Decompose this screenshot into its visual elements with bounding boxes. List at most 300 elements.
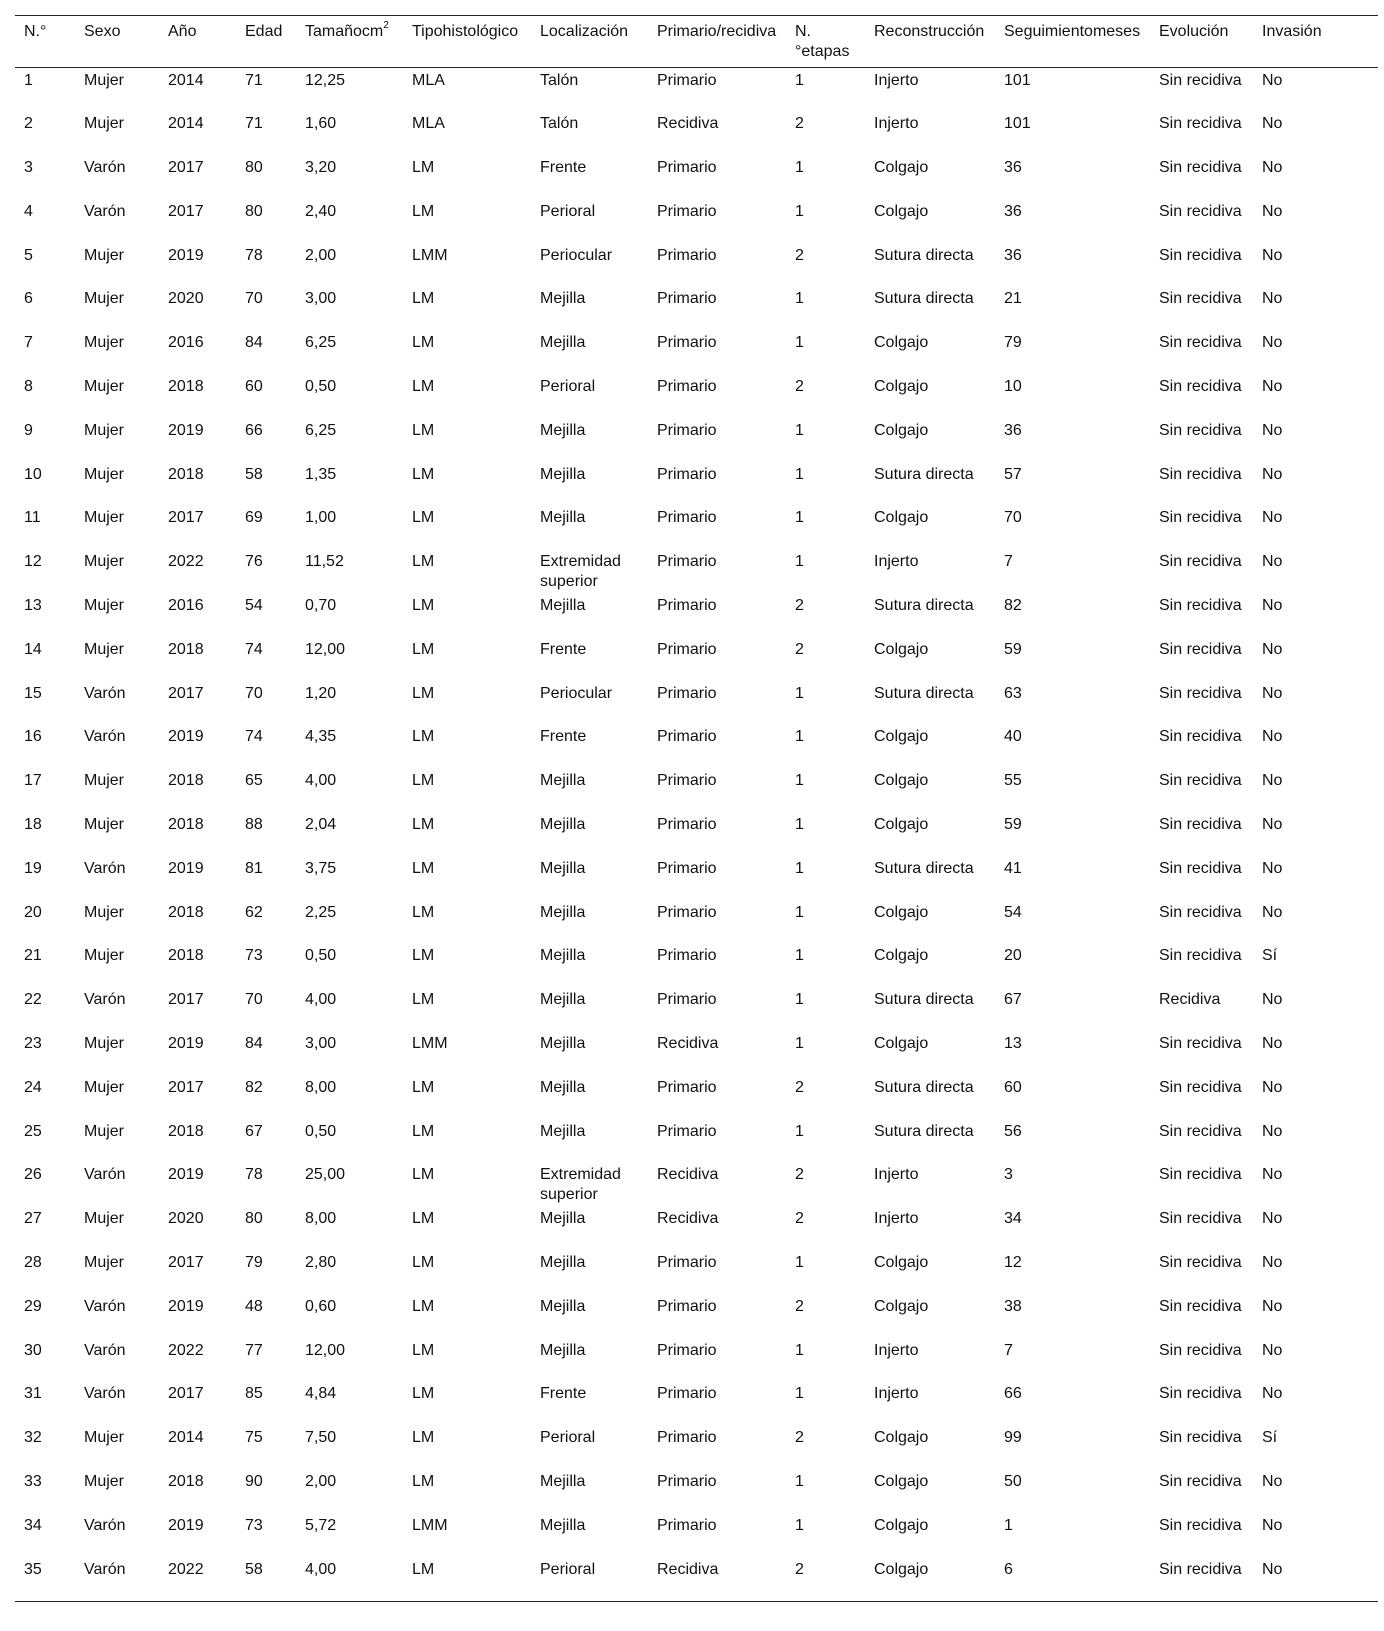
- cell-seguimiento: 13: [1004, 1035, 1022, 1053]
- cell-sexo: Varón: [84, 1166, 126, 1184]
- cell-evolucion: Sin recidiva: [1159, 903, 1242, 921]
- cell-anio: 2019: [168, 246, 204, 264]
- cell-localizacion: Mejilla: [540, 1341, 586, 1359]
- cell-sexo: Mujer: [84, 1035, 125, 1053]
- cell-seguimiento: 99: [1004, 1429, 1022, 1447]
- table-row: [15, 900, 1378, 944]
- cell-seguimiento: 36: [1004, 159, 1022, 177]
- table-row: [15, 68, 1378, 112]
- cell-etapas: 2: [795, 1429, 804, 1447]
- header-tipo: Tipohistológico: [403, 16, 531, 68]
- cell-edad: 69: [245, 509, 263, 527]
- cell-etapas: 2: [795, 1297, 804, 1315]
- cell-evolucion: Sin recidiva: [1159, 1035, 1242, 1053]
- cell-etapas: 1: [795, 72, 804, 89]
- cell-tamano: 2,00: [305, 1473, 337, 1490]
- cell-etapas: 1: [795, 1516, 804, 1534]
- cell-localizacion: Mejilla: [540, 1254, 586, 1272]
- cell-edad: 65: [245, 772, 263, 790]
- cell-etapas: 2: [795, 1166, 804, 1184]
- cell-edad: 66: [245, 421, 263, 439]
- cell-reconstruccion: Colgajo: [874, 1297, 929, 1315]
- cell-tipo: LM: [412, 597, 435, 615]
- cell-tipo: LM: [412, 1473, 435, 1490]
- cell-reconstruccion: Colgajo: [874, 378, 929, 396]
- cell-evolucion: Sin recidiva: [1159, 1210, 1242, 1228]
- table-row: [15, 812, 1378, 856]
- cell-tamano: 0,70: [305, 597, 337, 615]
- cell-etapas: 1: [795, 421, 804, 439]
- cell-reconstruccion: Colgajo: [874, 947, 929, 965]
- cell-sexo: Mujer: [84, 1122, 125, 1140]
- cell-edad: 62: [245, 903, 263, 921]
- cell-etapas: 1: [795, 509, 804, 527]
- cell-edad: 80: [245, 202, 263, 220]
- cell-evolucion: Sin recidiva: [1159, 509, 1242, 527]
- table-row: [15, 1557, 1378, 1602]
- cell-etapas: 1: [795, 1122, 804, 1140]
- cell-reconstruccion: Injerto: [874, 1385, 919, 1403]
- cell-anio: 2022: [168, 1341, 204, 1359]
- cell-sexo: Mujer: [84, 553, 125, 571]
- cell-edad: 82: [245, 1078, 263, 1096]
- cell-localizacion: Extremidad superior: [540, 1166, 621, 1204]
- cell-seguimiento: 50: [1004, 1473, 1022, 1490]
- cell-localizacion: Perioral: [540, 1429, 596, 1447]
- cell-edad: 54: [245, 597, 263, 615]
- cell-localizacion: Frente: [540, 640, 587, 658]
- cell-edad: 74: [245, 728, 263, 746]
- cell-seguimiento: 36: [1004, 246, 1022, 264]
- cell-n: 6: [24, 290, 33, 308]
- cell-etapas: 2: [795, 378, 804, 396]
- cell-sexo: Varón: [75, 1557, 159, 1602]
- cell-invasion: No: [1262, 728, 1283, 746]
- cell-reconstruccion: Colgajo: [874, 202, 929, 220]
- cell-anio: 2019: [168, 859, 204, 877]
- cell-primario: Primario: [657, 553, 717, 571]
- cell-primario: Recidiva: [657, 1210, 719, 1228]
- cell-etapas: 2: [795, 597, 804, 615]
- cell-reconstruccion: Sutura directa: [874, 684, 974, 702]
- cell-localizacion: Mejilla: [540, 1035, 586, 1053]
- cell-localizacion: Mejilla: [540, 772, 586, 790]
- cell-etapas: 2: [795, 1078, 804, 1096]
- cell-n: 2: [24, 115, 33, 133]
- cell-anio: 2014: [168, 115, 204, 133]
- cell-etapas: 1: [795, 1035, 804, 1053]
- cell-n: 7: [24, 334, 33, 352]
- cell-n: 8: [24, 378, 33, 396]
- cell-invasion: No: [1262, 1122, 1283, 1140]
- cell-sexo: Varón: [84, 684, 126, 702]
- cell-invasion: No: [1262, 421, 1283, 439]
- table-row: [15, 1206, 1378, 1250]
- cell-reconstruccion: Colgajo: [874, 772, 929, 790]
- cell-evolucion: Sin recidiva: [1159, 1078, 1242, 1096]
- cell-tipo: LM: [412, 947, 435, 965]
- cell-sexo: Varón: [84, 202, 126, 220]
- cell-tipo: LM: [412, 290, 435, 308]
- cell-n: 13: [24, 597, 42, 615]
- cell-primario: Recidiva: [657, 115, 719, 133]
- cell-anio: 2017: [168, 1254, 204, 1272]
- cell-evolucion: Sin recidiva: [1159, 1429, 1242, 1447]
- cell-tamano: 3,75: [305, 859, 337, 877]
- cell-evolucion: Sin recidiva: [1150, 1557, 1253, 1602]
- cell-n: 18: [24, 816, 42, 834]
- cell-primario: Primario: [657, 246, 717, 264]
- table-row: [15, 987, 1378, 1031]
- cell-sexo: Varón: [84, 1297, 126, 1315]
- cell-localizacion: Mejilla: [540, 1297, 586, 1315]
- table-row: [15, 681, 1378, 725]
- cell-tamano: 25,00: [305, 1166, 346, 1184]
- cell-tipo: LM: [412, 421, 435, 439]
- cell-evolucion: Sin recidiva: [1159, 1166, 1242, 1184]
- cell-n: 24: [24, 1078, 42, 1096]
- cell-primario: Primario: [657, 728, 717, 746]
- cell-invasion: No: [1262, 903, 1283, 921]
- cell-localizacion: Mejilla: [540, 1078, 586, 1096]
- cell-sexo: Varón: [84, 728, 126, 746]
- cell-primario: Recidiva: [657, 1035, 719, 1053]
- cell-sexo: Mujer: [84, 334, 125, 352]
- cell-edad: 73: [245, 947, 263, 965]
- cell-n: 23: [24, 1035, 42, 1053]
- table-row: [15, 330, 1378, 374]
- cell-reconstruccion: Colgajo: [874, 1516, 929, 1534]
- cell-seguimiento: 59: [1004, 816, 1022, 834]
- cell-anio: 2019: [168, 1297, 204, 1315]
- cell-anio: 2017: [168, 1385, 204, 1403]
- cell-primario: Primario: [657, 509, 717, 527]
- cell-edad: 70: [245, 991, 263, 1009]
- cell-anio: 2022: [168, 553, 204, 571]
- cell-invasion: No: [1262, 1473, 1283, 1490]
- cell-sexo: Mujer: [84, 1473, 125, 1490]
- cell-n: 19: [24, 859, 42, 877]
- cell-sexo: Varón: [84, 859, 126, 877]
- cell-primario: Primario: [657, 772, 717, 790]
- cell-invasion: No: [1262, 816, 1283, 834]
- cell-reconstruccion: Colgajo: [865, 1557, 995, 1602]
- table-row: [15, 1031, 1378, 1075]
- cell-n: 15: [24, 684, 42, 702]
- cell-anio: 2018: [168, 816, 204, 834]
- cell-evolucion: Sin recidiva: [1159, 816, 1242, 834]
- cell-edad: 78: [245, 1166, 263, 1184]
- cell-tipo: LM: [412, 728, 435, 746]
- cell-primario: Primario: [657, 947, 717, 965]
- cell-seguimiento: 1: [1004, 1516, 1013, 1534]
- cell-tamano: 8,00: [305, 1210, 337, 1228]
- cell-edad: 60: [245, 378, 263, 396]
- table-row: [15, 374, 1378, 418]
- cell-primario: Primario: [657, 684, 717, 702]
- table-row: [15, 943, 1378, 987]
- cell-invasion: No: [1262, 1210, 1283, 1228]
- cell-primario: Primario: [657, 1429, 717, 1447]
- cell-tamano: 6,25: [305, 421, 337, 439]
- cell-reconstruccion: Sutura directa: [874, 859, 974, 877]
- cell-tamano: 0,60: [305, 1297, 337, 1315]
- cell-edad: 70: [245, 290, 263, 308]
- cell-sexo: Mujer: [84, 72, 125, 89]
- cell-invasion: No: [1262, 246, 1283, 264]
- cell-invasion: No: [1253, 1557, 1378, 1602]
- cell-tipo: LMM: [412, 246, 448, 264]
- cell-sexo: Varón: [84, 1516, 126, 1534]
- table-row: [15, 724, 1378, 768]
- cell-etapas: 1: [795, 1254, 804, 1272]
- cell-anio: 2018: [168, 640, 204, 658]
- cell-reconstruccion: Colgajo: [874, 334, 929, 352]
- cell-localizacion: Mejilla: [540, 991, 586, 1009]
- cell-invasion: No: [1262, 1254, 1283, 1272]
- cell-localizacion: Mejilla: [540, 816, 586, 834]
- cell-evolucion: Sin recidiva: [1159, 290, 1242, 308]
- cell-reconstruccion: Injerto: [874, 115, 919, 133]
- cell-evolucion: Sin recidiva: [1159, 859, 1242, 877]
- cell-evolucion: Sin recidiva: [1159, 772, 1242, 790]
- cell-n: 25: [24, 1122, 42, 1140]
- cell-invasion: No: [1262, 597, 1283, 615]
- cell-seguimiento: 3: [1004, 1166, 1013, 1184]
- cell-evolucion: Sin recidiva: [1159, 597, 1242, 615]
- cell-localizacion: Mejilla: [540, 465, 586, 483]
- cell-invasion: No: [1262, 509, 1283, 527]
- cell-anio: 2017: [168, 991, 204, 1009]
- cell-tipo: LM: [403, 1557, 531, 1602]
- cell-evolucion: Sin recidiva: [1159, 421, 1242, 439]
- cell-primario: Primario: [657, 1297, 717, 1315]
- cell-seguimiento: 67: [1004, 991, 1022, 1009]
- cell-seguimiento: 63: [1004, 684, 1022, 702]
- cell-sexo: Mujer: [84, 115, 125, 133]
- cell-evolucion: Sin recidiva: [1159, 1254, 1242, 1272]
- cell-evolucion: Sin recidiva: [1159, 684, 1242, 702]
- cell-invasion: No: [1262, 72, 1283, 89]
- cell-tamano: 1,00: [305, 509, 337, 527]
- cell-primario: Primario: [657, 859, 717, 877]
- cell-sexo: Varón: [84, 991, 126, 1009]
- cell-localizacion: Mejilla: [540, 1122, 586, 1140]
- cell-tipo: LM: [412, 202, 435, 220]
- cell-evolucion: Sin recidiva: [1159, 553, 1242, 571]
- cell-n: 26: [24, 1166, 42, 1184]
- cell-n: 14: [24, 640, 42, 658]
- cell-primario: Primario: [657, 1473, 717, 1490]
- cell-sexo: Mujer: [84, 246, 125, 264]
- cell-reconstruccion: Sutura directa: [874, 1078, 974, 1096]
- table-row: [15, 1469, 1378, 1513]
- cell-tamano: 1,20: [305, 684, 337, 702]
- cell-anio: 2018: [168, 1122, 204, 1140]
- cell-reconstruccion: Injerto: [874, 553, 919, 571]
- table-row: [15, 1162, 1378, 1206]
- table-body: [15, 68, 1378, 1602]
- cell-edad: 84: [245, 334, 263, 352]
- cell-etapas: 1: [795, 553, 804, 571]
- cell-seguimiento: 20: [1004, 947, 1022, 965]
- cell-reconstruccion: Sutura directa: [874, 246, 974, 264]
- cell-evolucion: Sin recidiva: [1159, 1297, 1242, 1315]
- cell-reconstruccion: Injerto: [874, 1210, 919, 1228]
- cell-evolucion: Sin recidiva: [1159, 1516, 1242, 1534]
- cell-tamano: 4,00: [305, 772, 337, 790]
- cell-invasion: No: [1262, 334, 1283, 352]
- table-row: [15, 549, 1378, 593]
- cell-sexo: Mujer: [84, 465, 125, 483]
- cell-sexo: Mujer: [84, 1078, 125, 1096]
- cell-primario: Primario: [657, 1254, 717, 1272]
- cell-evolucion: Recidiva: [1159, 991, 1221, 1009]
- cell-etapas: 1: [795, 859, 804, 877]
- table-row: [15, 1338, 1378, 1382]
- cell-tipo: LM: [412, 991, 435, 1009]
- cell-anio: 2018: [168, 903, 204, 921]
- cell-tamano: 2,25: [305, 903, 337, 921]
- cell-evolucion: Sin recidiva: [1159, 334, 1242, 352]
- cell-localizacion: Frente: [540, 728, 587, 746]
- cell-etapas: 1: [795, 159, 804, 177]
- cell-anio: 2018: [168, 947, 204, 965]
- cell-anio: 2016: [168, 597, 204, 615]
- cell-tipo: LM: [412, 1254, 435, 1272]
- cell-tamano: 12,00: [305, 1341, 346, 1359]
- header-tamano-sup: 2: [383, 19, 389, 31]
- table-row: [15, 111, 1378, 155]
- table-row: [15, 418, 1378, 462]
- cell-anio: 2019: [168, 1516, 204, 1534]
- cell-etapas: 1: [795, 290, 804, 308]
- cell-seguimiento: 7: [1004, 1341, 1013, 1359]
- cell-tipo: LM: [412, 640, 435, 658]
- cell-reconstruccion: Colgajo: [874, 816, 929, 834]
- cell-edad: 77: [245, 1341, 263, 1359]
- cell-seguimiento: 40: [1004, 728, 1022, 746]
- cell-anio: 2016: [168, 334, 204, 352]
- cell-anio: 2019: [168, 728, 204, 746]
- cell-n: 11: [24, 509, 41, 527]
- cell-tipo: LM: [412, 1166, 435, 1184]
- cell-reconstruccion: Sutura directa: [874, 991, 974, 1009]
- cell-tamano: 0,50: [305, 947, 337, 965]
- cell-primario: Recidiva: [648, 1557, 786, 1602]
- cell-seguimiento: 41: [1004, 859, 1022, 877]
- table-container: [15, 15, 1378, 1602]
- cell-invasion: No: [1262, 159, 1283, 177]
- header-row: [15, 16, 1378, 68]
- cell-reconstruccion: Sutura directa: [874, 465, 974, 483]
- cell-localizacion: Mejilla: [540, 859, 586, 877]
- cell-invasion: No: [1262, 1341, 1283, 1359]
- cell-reconstruccion: Injerto: [874, 72, 919, 89]
- cell-localizacion: Mejilla: [540, 334, 586, 352]
- cell-invasion: No: [1262, 115, 1283, 133]
- cell-edad: 79: [245, 1254, 263, 1272]
- cell-edad: 67: [245, 1122, 263, 1140]
- cell-evolucion: Sin recidiva: [1159, 947, 1242, 965]
- cell-edad: 73: [245, 1516, 263, 1534]
- header-anio: Año: [159, 16, 236, 68]
- cell-reconstruccion: Colgajo: [874, 728, 929, 746]
- cell-localizacion: Mejilla: [540, 1516, 586, 1534]
- table-row: [15, 199, 1378, 243]
- header-invasion: Invasión: [1253, 16, 1378, 68]
- cell-seguimiento: 12: [1004, 1254, 1022, 1272]
- cell-sexo: Mujer: [84, 640, 125, 658]
- cell-seguimiento: 70: [1004, 509, 1022, 527]
- cell-anio: 2019: [168, 421, 204, 439]
- cell-invasion: No: [1262, 1385, 1283, 1403]
- cell-n: 28: [24, 1254, 42, 1272]
- table-row: [15, 1075, 1378, 1119]
- cell-localizacion: Frente: [540, 1385, 587, 1403]
- cell-primario: Primario: [657, 421, 717, 439]
- cell-seguimiento: 34: [1004, 1210, 1022, 1228]
- cell-anio: 2017: [168, 509, 204, 527]
- cell-primario: Primario: [657, 72, 717, 89]
- cell-tipo: LM: [412, 1341, 435, 1359]
- cell-tamano: 11,52: [305, 553, 344, 571]
- cell-n: 16: [24, 728, 42, 746]
- cell-etapas: 1: [795, 202, 804, 220]
- cell-reconstruccion: Colgajo: [874, 640, 929, 658]
- cell-invasion: No: [1262, 1035, 1283, 1053]
- cell-anio: 2020: [168, 290, 204, 308]
- table-row: [15, 1513, 1378, 1557]
- cell-anio: 2018: [168, 465, 204, 483]
- cell-evolucion: Sin recidiva: [1159, 1122, 1242, 1140]
- cell-tipo: LM: [412, 903, 435, 921]
- cell-tamano: 3,20: [305, 159, 337, 177]
- cell-evolucion: Sin recidiva: [1159, 465, 1242, 483]
- cell-invasion: No: [1262, 991, 1283, 1009]
- cell-evolucion: Sin recidiva: [1159, 115, 1242, 133]
- cell-etapas: 1: [795, 991, 804, 1009]
- cell-etapas: 1: [795, 1341, 804, 1359]
- cell-evolucion: Sin recidiva: [1159, 159, 1242, 177]
- table-row: [15, 1381, 1378, 1425]
- cell-localizacion: Mejilla: [540, 1210, 586, 1228]
- cell-localizacion: Talón: [540, 72, 579, 89]
- cell-sexo: Mujer: [84, 421, 125, 439]
- cell-tipo: LM: [412, 1429, 435, 1447]
- cell-seguimiento: 60: [1004, 1078, 1022, 1096]
- cell-edad: 58: [245, 465, 263, 483]
- cell-tamano: 0,50: [305, 1122, 337, 1140]
- cell-etapas: 1: [795, 947, 804, 965]
- cell-sexo: Mujer: [84, 597, 125, 615]
- cell-localizacion: Mejilla: [540, 421, 586, 439]
- cell-anio: 2014: [168, 72, 204, 89]
- cell-invasion: No: [1262, 859, 1283, 877]
- cell-tamano: 3,00: [305, 290, 337, 308]
- cell-edad: 85: [245, 1385, 263, 1403]
- cell-localizacion: Talón: [540, 115, 579, 133]
- cell-etapas: 2: [795, 640, 804, 658]
- cell-seguimiento: 82: [1004, 597, 1022, 615]
- cell-invasion: No: [1262, 772, 1283, 790]
- cell-etapas: 1: [795, 728, 804, 746]
- cell-sexo: Mujer: [84, 947, 125, 965]
- cell-primario: Primario: [657, 903, 717, 921]
- table-row: [15, 1119, 1378, 1163]
- cell-seguimiento: 55: [1004, 772, 1022, 790]
- cell-seguimiento: 101: [1004, 72, 1031, 89]
